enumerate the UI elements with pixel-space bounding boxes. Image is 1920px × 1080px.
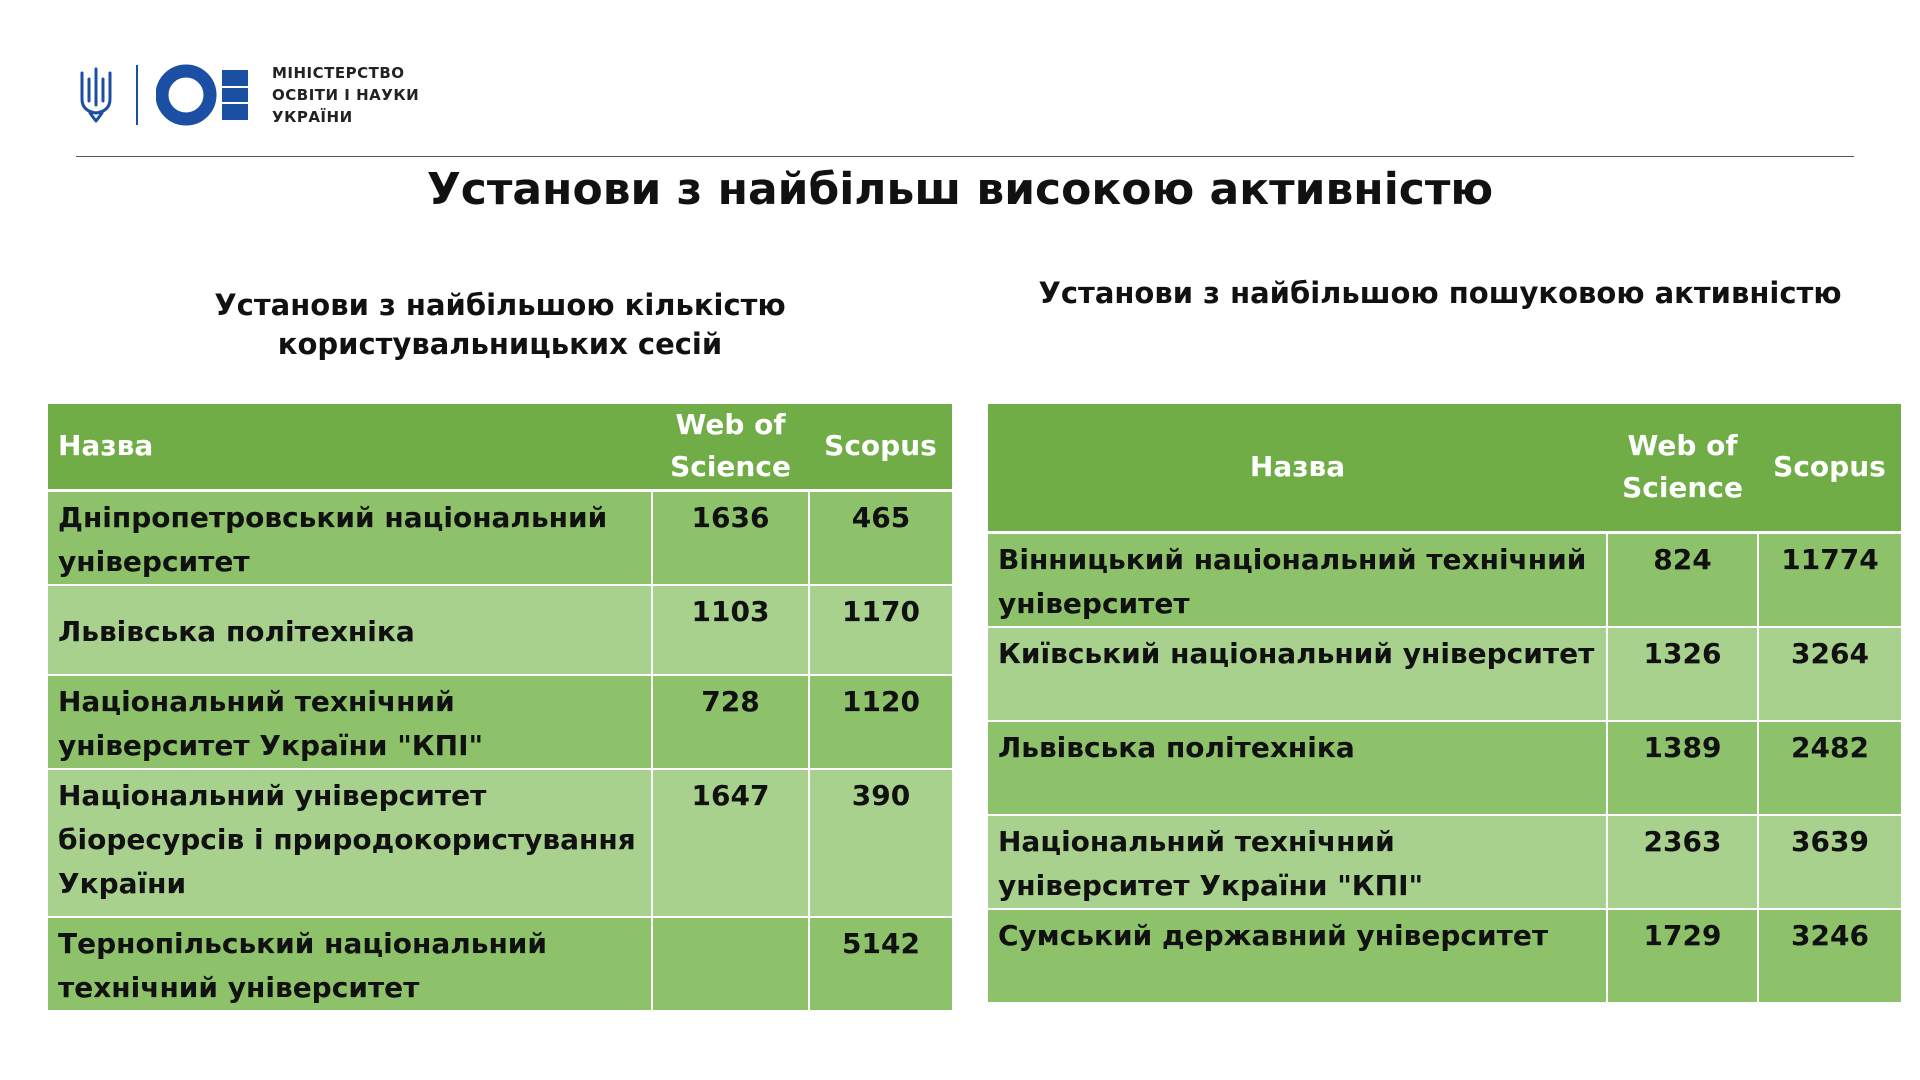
institution-name: Тернопільський національний технічний університет (48, 917, 652, 1011)
ministry-name-line: МІНІСТЕРСТВО (272, 64, 405, 82)
institution-name: Львівська політехніка (48, 585, 652, 675)
wos-value: 1389 (1607, 721, 1758, 815)
table-row (48, 585, 952, 675)
institution-name: Національний університет біоресурсів і природокористування України (48, 769, 652, 917)
scopus-value: 11774 (1758, 532, 1901, 627)
scopus-value: 2482 (1758, 721, 1901, 815)
search-activity-table (988, 404, 1901, 1004)
wos-value (652, 917, 809, 1011)
institution-name: Львівська політехніка (988, 721, 1607, 815)
institution-name: Вінницький національний технічний університет (988, 532, 1607, 627)
table-row (988, 721, 1901, 815)
institution-name: Дніпропетровський національний університет (48, 490, 652, 585)
institution-name: Київський національний університет (988, 627, 1607, 721)
mon-logo-mark-icon (156, 62, 256, 128)
table-row (988, 815, 1901, 909)
institution-name: Національний технічний університет України "КПІ" (48, 675, 652, 769)
wos-value: 1647 (652, 769, 809, 917)
left-table-title (48, 286, 952, 364)
scopus-value: 1170 (809, 585, 952, 675)
left-title-line: Установи з найбільшою кількістю (214, 288, 786, 322)
column-header-scopus: Scopus (1758, 404, 1901, 532)
scopus-value: 3246 (1758, 909, 1901, 1003)
scopus-value: 5142 (809, 917, 952, 1011)
table-row (988, 909, 1901, 1003)
wos-value: 2363 (1607, 815, 1758, 909)
ministry-name (272, 62, 419, 128)
table-row (48, 675, 952, 769)
table-row (48, 917, 952, 1011)
table-row (988, 532, 1901, 627)
wos-value: 824 (1607, 532, 1758, 627)
wos-value: 1103 (652, 585, 809, 675)
table-header-row (988, 404, 1901, 532)
wos-value: 728 (652, 675, 809, 769)
column-header-name: Назва (48, 404, 652, 490)
ministry-name-line: ОСВІТИ І НАУКИ (272, 86, 420, 104)
scopus-value: 390 (809, 769, 952, 917)
wos-value: 1729 (1607, 909, 1758, 1003)
ministry-logo (76, 60, 419, 130)
sessions-table (48, 404, 952, 1012)
wos-value: 1636 (652, 490, 809, 585)
left-title-line: користувальницьких сесій (277, 327, 723, 361)
table-row (48, 769, 952, 917)
scopus-value: 465 (809, 490, 952, 585)
column-header-wos: Web of Science (652, 404, 809, 490)
wos-value: 1326 (1607, 627, 1758, 721)
right-table-title: Установи з найбільшою пошуковою активністю (1038, 276, 1842, 310)
institution-name: Сумський державний університет (988, 909, 1607, 1003)
column-header-name: Назва (988, 404, 1607, 532)
trident-emblem-icon (76, 65, 116, 125)
scopus-value: 3639 (1758, 815, 1901, 909)
table-header-row (48, 404, 952, 490)
scopus-value: 3264 (1758, 627, 1901, 721)
ministry-name-line: УКРАЇНИ (272, 108, 353, 126)
table-row (988, 627, 1901, 721)
table-row (48, 490, 952, 585)
page-title: Установи з найбільш високою активністю (426, 164, 1494, 215)
institution-name: Національний технічний університет України "КПІ" (988, 815, 1607, 909)
column-header-scopus: Scopus (809, 404, 952, 490)
scopus-value: 1120 (809, 675, 952, 769)
logo-divider (136, 65, 138, 125)
header-divider (76, 156, 1854, 157)
column-header-wos: Web of Science (1607, 404, 1758, 532)
